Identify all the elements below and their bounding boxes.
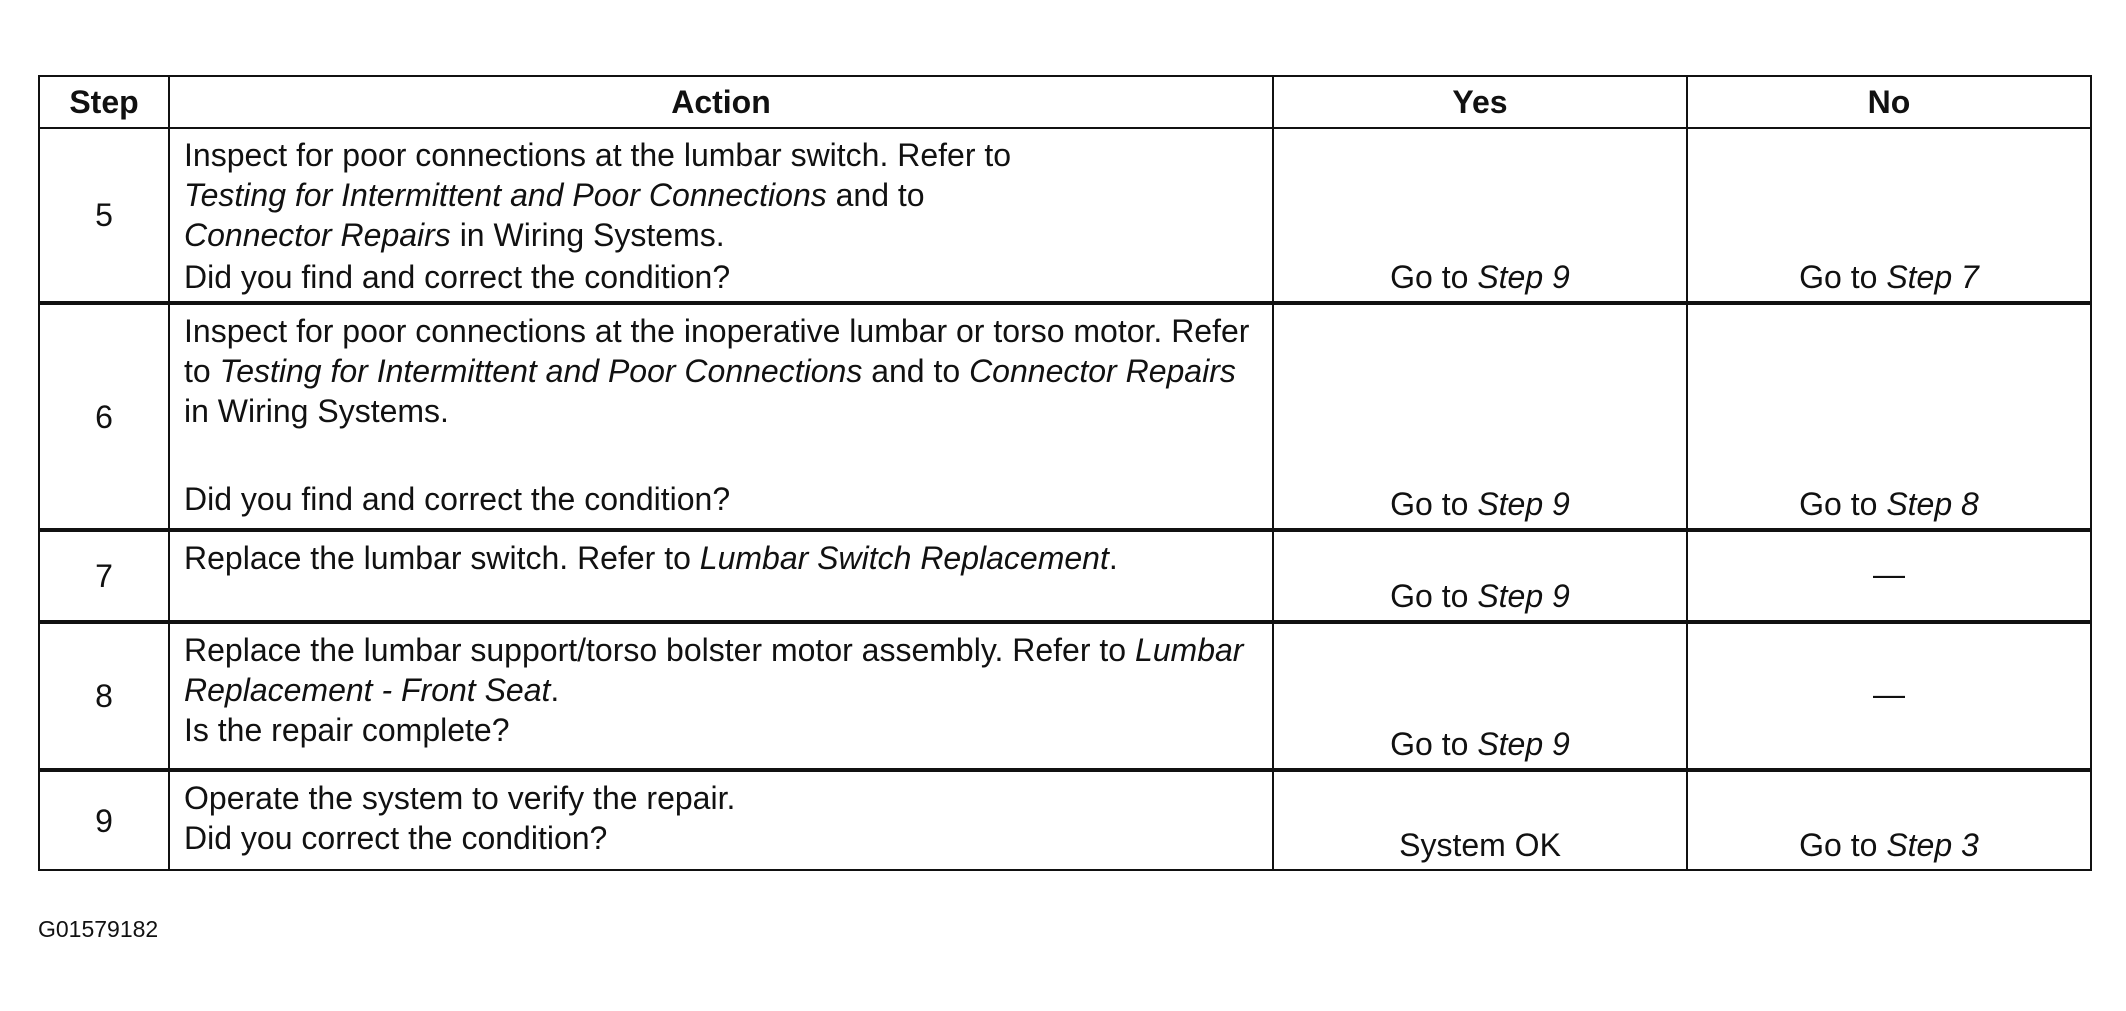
table-row <box>39 128 2091 303</box>
no-cell: Go to Step 7 <box>1687 128 2091 303</box>
yes-step-link: Step 9 <box>1477 259 1570 295</box>
table-row <box>39 303 2091 530</box>
yes-step-link: Step 9 <box>1477 726 1570 762</box>
no-cell: Go to Step 8 <box>1687 303 2091 530</box>
action-text: Inspect for poor connections at the inoperative lumbar or torso motor. Refer to Testing for Intermittent and Poor Connections and to Connector Repairs in Wiring Systems. <box>184 313 1250 429</box>
header-action: Action <box>169 76 1273 128</box>
no-cell-dash: — <box>1687 622 2091 770</box>
step-number: 6 <box>39 303 169 530</box>
table-row <box>39 770 2091 870</box>
yes-cell: Go to Step 9 <box>1273 303 1687 530</box>
action-cell <box>169 303 1273 530</box>
step-number: 5 <box>39 128 169 303</box>
header-no: No <box>1687 76 2091 128</box>
table-row <box>39 530 2091 622</box>
yes-step-link: Step 9 <box>1477 578 1570 614</box>
yes-cell: Go to Step 9 <box>1273 128 1687 303</box>
diagnostic-table <box>38 75 2092 871</box>
header-yes: Yes <box>1273 76 1687 128</box>
header-row <box>39 76 2091 128</box>
step-number: 8 <box>39 622 169 770</box>
action-cell <box>169 530 1273 622</box>
action-cell <box>169 128 1273 303</box>
action-question: Is the repair complete? <box>184 712 510 748</box>
yes-cell: System OK <box>1273 770 1687 870</box>
action-text: Operate the system to verify the repair. <box>184 780 736 816</box>
action-text: Inspect for poor connections at the lumbar switch. Refer to Testing for Intermittent and Poor Connections and to Connector Repairs in Wiring Systems. <box>184 137 1012 253</box>
no-cell-dash: — <box>1687 530 2091 622</box>
action-question: Did you correct the condition? <box>184 820 608 856</box>
action-question: Did you find and correct the condition? <box>184 259 731 295</box>
step-number: 9 <box>39 770 169 870</box>
action-question: Did you find and correct the condition? <box>184 481 731 517</box>
action-text: Replace the lumbar switch. Refer to Lumbar Switch Replacement. <box>184 540 1118 576</box>
no-cell: Go to Step 3 <box>1687 770 2091 870</box>
no-step-link: Step 8 <box>1886 486 1979 522</box>
no-step-link: Step 3 <box>1886 827 1979 863</box>
action-cell <box>169 770 1273 870</box>
action-cell <box>169 622 1273 770</box>
figure-id: G01579182 <box>38 916 159 942</box>
action-text: Replace the lumbar support/torso bolster motor assembly. Refer to Lumbar Replacement - Front Seat. <box>184 632 1244 708</box>
table-row <box>39 622 2091 770</box>
step-number: 7 <box>39 530 169 622</box>
yes-step-link: Step 9 <box>1477 486 1570 522</box>
yes-cell: Go to Step 9 <box>1273 622 1687 770</box>
no-step-link: Step 7 <box>1886 259 1979 295</box>
header-step: Step <box>39 76 169 128</box>
yes-cell: Go to Step 9 <box>1273 530 1687 622</box>
